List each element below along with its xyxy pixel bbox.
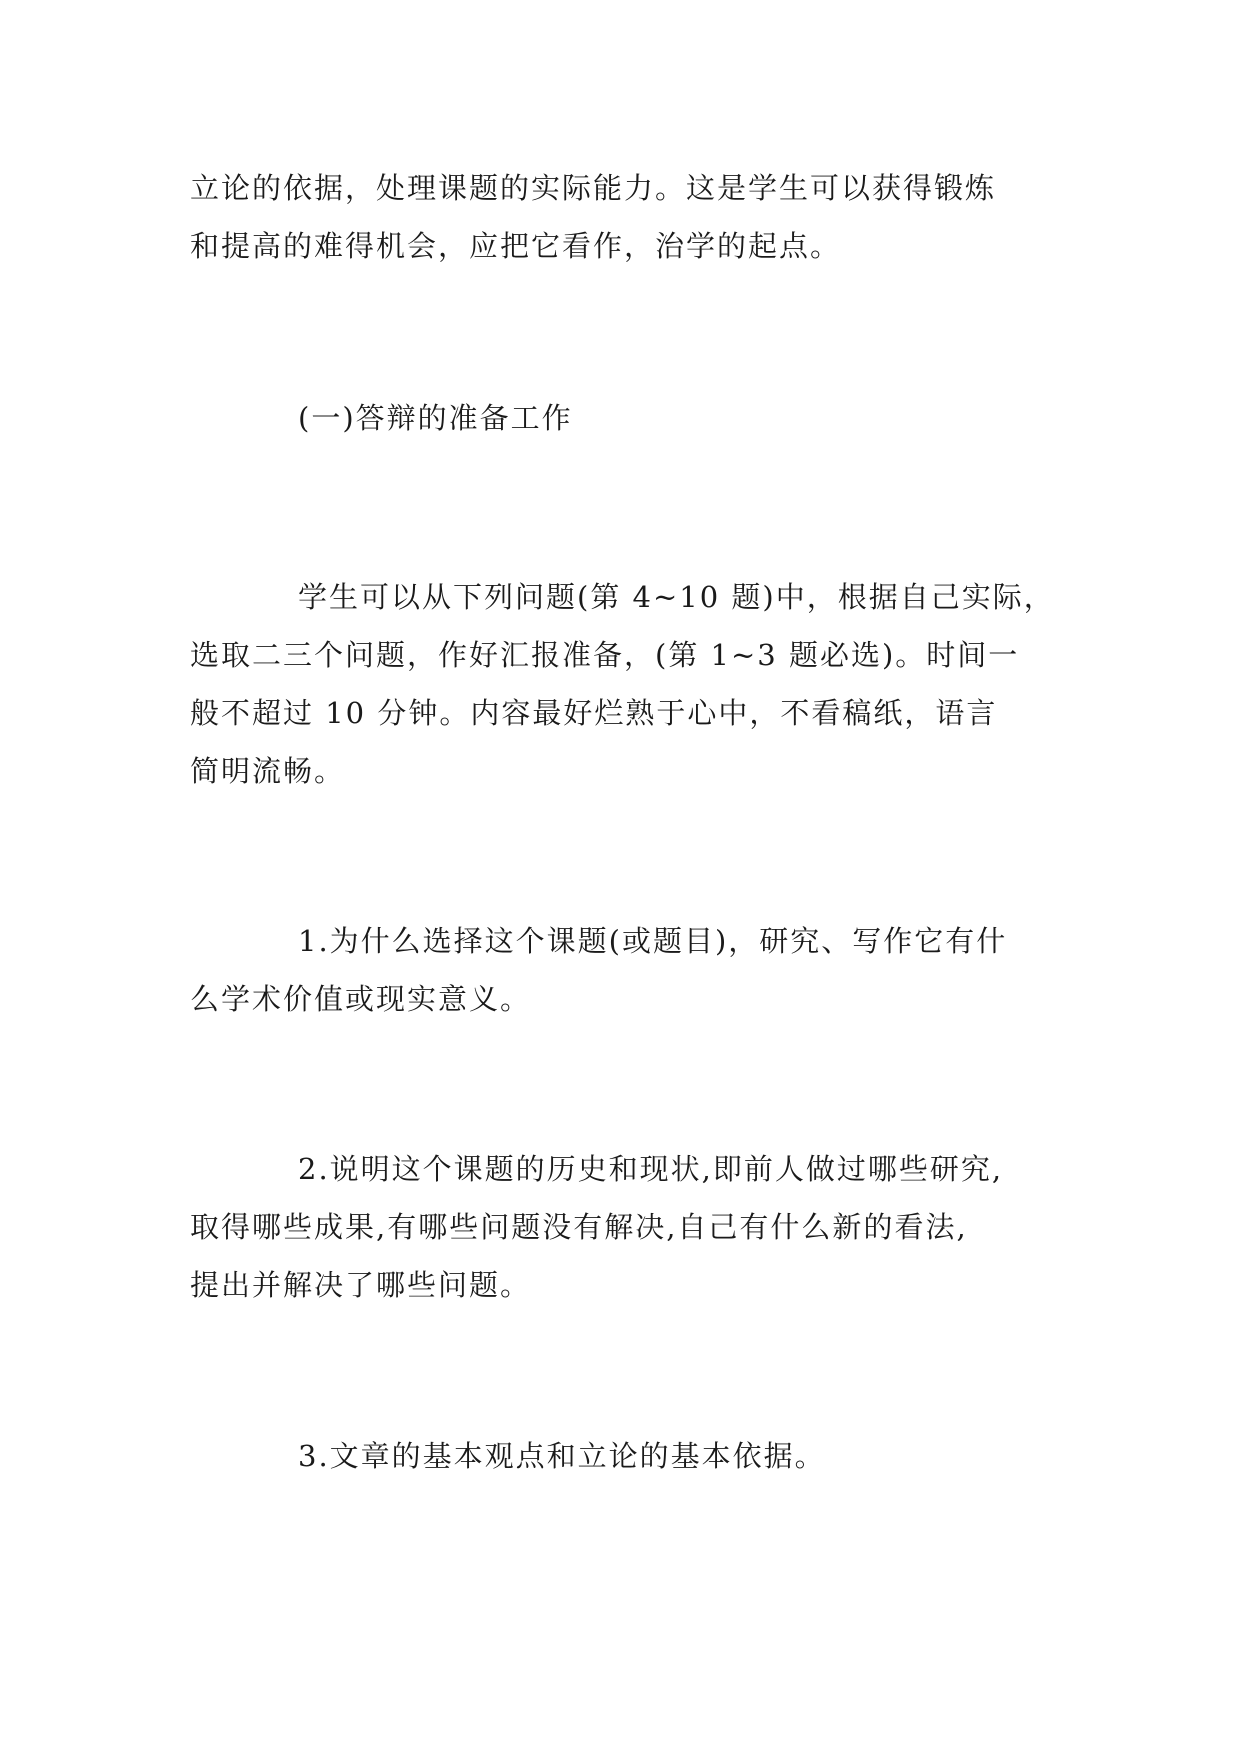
intro-line-2: 和提高的难得机会，应把它看作，治学的起点。 xyxy=(190,229,842,263)
preparation-line-1: 学生可以从下列问题(第 4~10 题)中，根据自己实际， xyxy=(298,580,1055,614)
list-item-2-line-1: 2.说明这个课题的历史和现状,即前人做过哪些研究, xyxy=(298,1152,1004,1186)
section-heading: (一)答辩的准备工作 xyxy=(298,401,573,435)
intro-paragraph xyxy=(190,159,1070,275)
list-item-2-line-2: 取得哪些成果,有哪些问题没有解决,自己有什么新的看法, xyxy=(190,1210,968,1244)
list-item-3 xyxy=(190,1427,1070,1485)
preparation-line-4: 简明流畅。 xyxy=(190,754,346,788)
list-item-1-line-2: 么学术价值或现实意义。 xyxy=(190,982,532,1016)
preparation-line-2: 选取二三个问题，作好汇报准备，(第 1~3 题必选)。时间一 xyxy=(190,638,1020,672)
list-item-2-line-3: 提出并解决了哪些问题。 xyxy=(190,1268,532,1302)
list-item-1-line-1: 1.为什么选择这个课题(或题目)，研究、写作它有什 xyxy=(298,924,1008,958)
intro-line-1: 立论的依据，处理课题的实际能力。这是学生可以获得锻炼 xyxy=(190,171,997,205)
list-item-2 xyxy=(190,1140,1070,1314)
list-item-3-line-1: 3.文章的基本观点和立论的基本依据。 xyxy=(298,1439,826,1473)
list-item-1 xyxy=(190,912,1070,1028)
preparation-paragraph xyxy=(190,568,1070,800)
section-heading-block xyxy=(190,389,1070,447)
preparation-line-3: 般不超过 10 分钟。内容最好烂熟于心中，不看稿纸，语言 xyxy=(190,696,998,730)
